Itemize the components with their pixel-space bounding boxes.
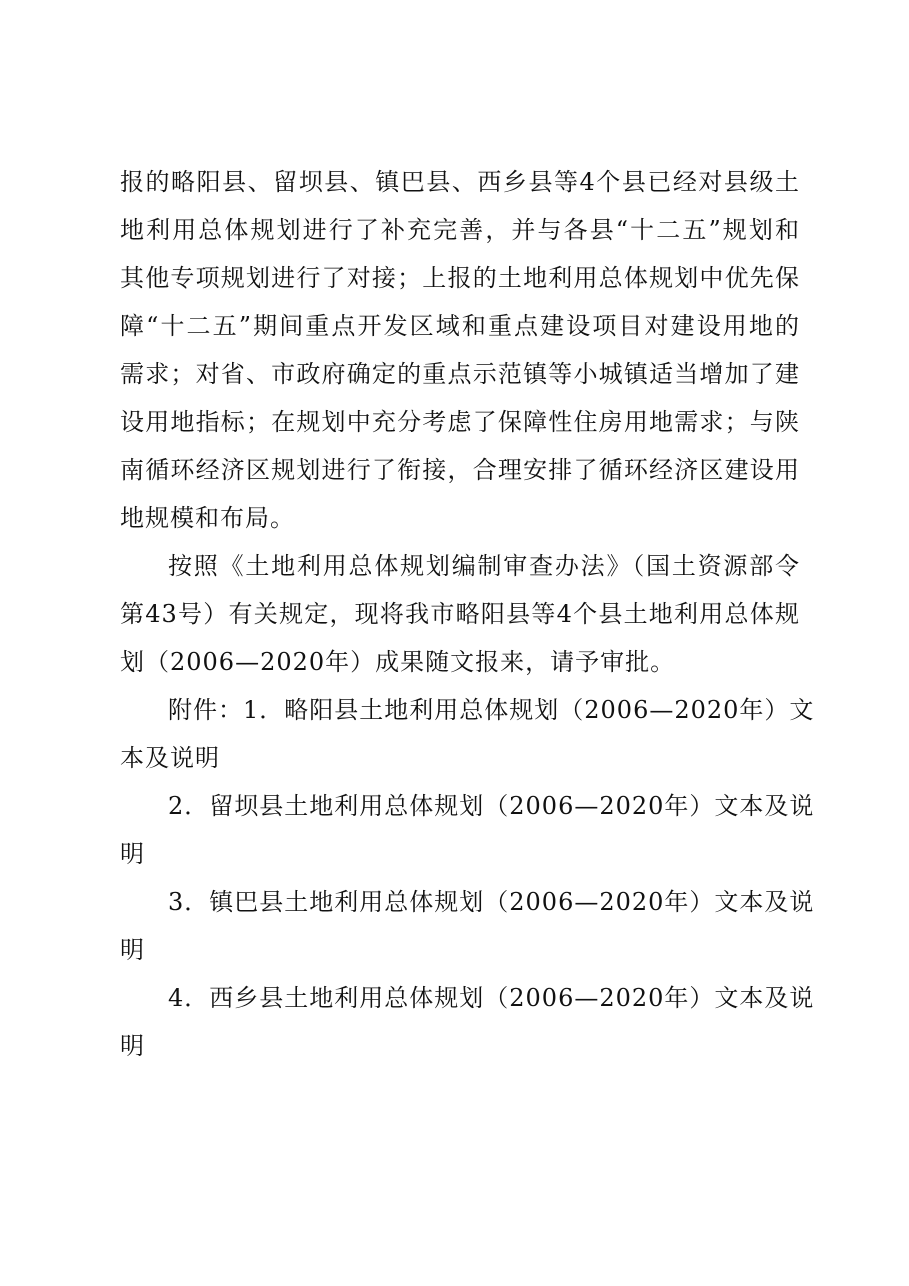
attachment-4 [120,974,815,1070]
text-line: 其他专项规划进行了对接；上报的土地利用总体规划中优先保 [120,264,800,292]
text-line: 设用地指标；在规划中充分考虑了保障性住房用地需求；与陕 [120,408,800,436]
text-line: 2．留坝县土地利用总体规划（2006—2020年）文本及说 [168,792,815,820]
text-line: 3．镇巴县土地利用总体规划（2006—2020年）文本及说 [168,888,815,916]
attachment-1 [120,686,815,782]
text-line: 划（2006—2020年）成果随文报来，请予审批。 [120,648,676,676]
text-line: 地规模和布局。 [120,504,295,532]
text-line: 南循环经济区规划进行了衔接，合理安排了循环经济区建设用 [120,456,800,484]
attachment-2 [120,782,815,878]
text-line: 地利用总体规划进行了补充完善，并与各县“十二五”规划和 [120,216,800,244]
text-line: 第43号）有关规定，现将我市略阳县等4个县土地利用总体规 [120,600,800,628]
text-line: 障“十二五”期间重点开发区域和重点建设项目对建设用地的 [120,312,800,340]
text-line: 附件：1．略阳县土地利用总体规划（2006—2020年）文 [168,696,815,724]
text-line: 明 [120,936,145,964]
paragraph-1 [120,158,800,542]
text-line: 明 [120,1032,145,1060]
text-line: 报的略阳县、留坝县、镇巴县、西乡县等4个县已经对县级土 [120,168,800,196]
attachment-3 [120,878,815,974]
text-line: 本及说明 [120,744,220,772]
text-line: 明 [120,840,145,868]
text-line: 按照《土地利用总体规划编制审查办法》（国土资源部令 [168,552,800,580]
text-line: 4．西乡县土地利用总体规划（2006—2020年）文本及说 [168,984,815,1012]
paragraph-2 [120,542,800,686]
text-line: 需求；对省、市政府确定的重点示范镇等小城镇适当增加了建 [120,360,800,388]
document-page [120,158,815,1070]
